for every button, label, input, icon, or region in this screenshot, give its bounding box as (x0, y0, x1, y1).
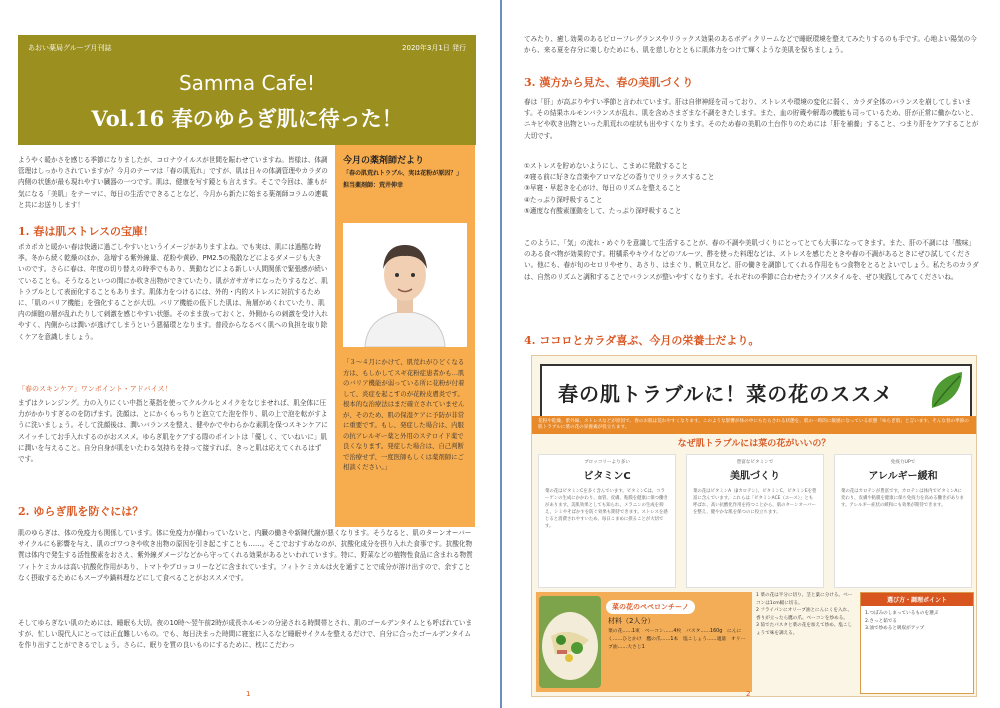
tip-item: ④たっぷり深呼吸すること (524, 195, 603, 204)
point-item: 2.さっと茹でる (865, 618, 897, 624)
column-head: 美肌づくり (730, 471, 780, 482)
section3-body: 春は「肝」が高ぶりやすい季節と言われています。肝は自律神経を司っており、ストレスや環境の変化に弱く、カラダ全体のバランスを崩してしまいます。その結果ホルモンバランスが乱れ、肌を含めさまざまな不調をきたします。また、血の貯蔵や解毒の機能も司っているため、肝が正常に働かないと、ニキビや吹き出物といった肌荒れの症状も出やすくなります。そのため春の美肌の土台作りのためには「肝を補養」すること、つまり肝をケアすることが大切です。 (524, 98, 979, 140)
page-number-1: 1 (246, 690, 251, 698)
pharmacist-column (335, 145, 475, 527)
section2-body: 肌のゆらぎは、体の免疫力も関係しています。体に免疫力が備わっていないと、内臓の働きや新陳代謝が悪くなります。そうなると、肌のターンオーバーサイクルにも影響を与え、肌のゴワつきや吹き出物の原因を引き起こすことも……。そこでおすすめなのが、抗酸化成分を摂り入れた食事です。抗酸化物質は体内で発生する活性酸素をおさえ、紫外線ダメージなどから守ってくれる効果があるといわれています。特に、野菜などの植物性食品に含まれる物質フィトケミカルは高い抗酸化作用があり、トマトやブロッコリーなどに含まれています。フィトケミカルは火を通すことで成分が溶け出すので、余すことなく摂取するためにもスープや鍋料理などにして食べることがおススメです。 (18, 529, 473, 582)
skincare-advice-body: まずはクレンジング。力の入りにくい中指と薬指を使ってクルクルとメイクをなじませれば、肌全体に圧力がかかりすぎるのを防げます。洗顔は、とにかくもっちりと泡立てた泡を作り、肌の上で泡を転がすように洗いましょう。そして洗顔後は、潤いバランスを整え、健やかでやわらかな素肌を保つスキンケアにスイッチしてお手入れするのがおススメ。ゆらぎ肌をケアする際のポイントは「優しく、ていねいに」肌に潤いを与えること。自分自身が肌をいたわる気持ちを持って接すれば、きっと肌は応えてくれるはずです。 (18, 399, 328, 464)
skincare-advice-heading: 「春のスキンケア」ワンポイント・アドバイス！ (18, 385, 172, 393)
why-heading: なぜ肌トラブルには菜の花がいいの？ (677, 439, 831, 449)
recipe-card (536, 592, 752, 692)
column-sub: ブロッコリーより多い (584, 460, 630, 465)
recipe-title: 菜の花のペペロンチーノ (606, 600, 695, 614)
tip-item: ②寝る前に好きな音楽やアロマなどの香りでリラックスすること (524, 173, 715, 182)
infographic-intro: 花粉や乾燥、紫外線、ストレスなどが原因で、春のお肌は荒れやすくなります。このような影響が体の中にもたらされる状態を、肌の一時的に敏感になっている状態「ゆらぎ肌」と言います。そんな春の季節の肌トラブルに菜の花の栄養素が役立ちます。 (532, 416, 976, 434)
recipe-step: 1 菜の花は半分に切り、茎と葉に分ける。ベーコンは1cm幅に切る。 (756, 593, 853, 606)
section2-heading: 2. ゆらぎ肌を防ぐには？ (18, 505, 144, 518)
issue-title: Vol.16 春のゆらぎ肌に待った！ (91, 106, 403, 131)
cooking-points (860, 592, 974, 694)
section3-heading: 3. 漢方から見た、春の美肌づくり (524, 76, 694, 89)
tip-item: ③早寝・早起きを心がけ、毎日のリズムを整えること (524, 184, 682, 193)
magazine-title: Samma Cafe! (178, 71, 316, 95)
column-body: 菜の花はカロテンが豊富です。カロテンは体内でビタミンAに変わり、皮膚や粘膜を健康に保ち免疫力を高める働きがあります。アレルギー症状の緩和にも効果が期待できます。 (841, 489, 964, 508)
continued-text: てみたり、癒し効果のあるピローフレグランスやリラックス効果のあるボディクリームなどで睡眠環境を整えてみたりするのも手です。心地よい陽気の今から、来る夏を存分に楽しむためにも、肌を慈しむとともに肌体力をつけて輝くような美肌を保ちましょう。 (524, 35, 977, 55)
allergy-column (834, 454, 972, 588)
issue-date: 2020年3月1日 発行 (402, 44, 466, 52)
recipe-steps (756, 592, 856, 692)
recipe-step: 2 フライパンにオリーブ油とにんにくを入れ、香りが立ったら鷹の爪、ベーコンを炒める。 (756, 608, 853, 621)
recipe-ingredients: 菜の花……1束 ベーコン……4枚 パスタ……160g にんにく……ひとかけ 鷹の爪……1本 塩こしょう……適量 オリーブ油……大さじ1 (608, 629, 746, 650)
section3-body-2: このように、「気」の流れ・めぐりを意識して生活することが、春の不調や美肌づくりにとってとても大事になってきます。また、肝の不調には「酸味」のある食べ物が効果的です。柑橘系やキウイなどのフルーツ、酢を使った料理などは、ストレスを感じたときや春の不調があるときにぜひ試してください。他にも、春が旬のセロリやせり、あさり、はまぐり、帆立貝など、肝の働きを調節してくれる作用をもつ食物をとるとよいでしょう。私たちのカラダは、自然のリズムと調和することでバランスが整いやすくなります。それぞれの季節に合わせたライフスタイルを、ぜひ実践してみてくださいね。 (524, 239, 979, 281)
tip-item: ①ストレスを貯めないようにし、こまめに発散すること (524, 162, 688, 170)
pharmacist-name: 担当薬剤師：荒井伸幸 (343, 182, 404, 189)
column-head: ビタミンC (583, 471, 631, 482)
pasta-photo (539, 596, 601, 688)
tips-list (524, 161, 979, 217)
section4-heading: 4. ココロとカラダ喜ぶ、今月の栄養士だより。 (524, 334, 760, 347)
infographic-title: 春の肌トラブルに！菜の花のススメ (558, 382, 894, 406)
page-number-2: 2 (746, 690, 751, 698)
point-item: 3.油で炒めると吸収がアップ (865, 626, 925, 631)
intro-text: ようやく暖かさを感じる季節になりましたが、コロナウイルスが世間を賑わせていますね。皆様は、体調管理はしっかりされていますか？今月のテーマは「春の肌荒れ」ですが、肌は日々の体調管理やカラダの内側の状態が最も現れやすい臓器の一つです。肌は、健康を写す鏡とも言えます。そこで今回は、誰もが気になる「美肌」をテーマに、毎日の生活でできることなど、今月から新たに始まる薬剤師コラムの連載と共にお送りします！ (18, 156, 328, 209)
beauty-skin-column (686, 454, 824, 588)
vitamin-c-column (538, 454, 676, 588)
pharmacist-column-question: 「春の肌荒れトラブル、実は花粉が原因？」 (343, 170, 463, 177)
column-sub: 免疫力UPで (890, 460, 916, 465)
column-body: 菜の花はビタミンA（βカロテン）、ビタミンC、ビタミンEを豊富に含んでいます。これらは「ビタミンACE（エース）」とも呼ばれ、高い抗酸化作用を持つことから、肌のターンオーバーを整え、健やかな肌を保つのに役立ちます。 (693, 489, 817, 515)
pharmacist-column-body: 「３～４月にかけて、肌荒れがひどくなる方は、もしかしてスギ花粉症患者かも…肌のバリア機能が弱っている所に花粉が付着して、炎症を起こすのが花粉皮膚炎です。根本的な治療法はまだ確立されていませんが、そのため、肌の保湿ケアに予防が非常に重要です。もし、発症した場合は、内服の抗アレルギー薬と外用のステロイド薬で良くなります。発症した場合は、自己判断で治療せず、一度医師もしくは薬剤師にご相談ください。」 (343, 358, 465, 471)
masthead (18, 35, 476, 145)
page-2 (502, 0, 1000, 708)
publisher: あおい薬局グループ月刊誌 (28, 44, 112, 52)
section1-body: ポカポカと暖かい春は快適に過ごしやすいというイメージがありますよね。でも実は、肌には過酷な時季。冬から続く乾燥のほか、急増する紫外線量、花粉や黄砂、PM2.5の飛散などによるダメージも大きいのです。さらに春は、年度の切り替えの時季でもあり、異動などによる新しい人間関係で緊張感が続いていることも。そうなるといつの間にか吹き出物ができていたり、肌がガサガサになったりするなど、肌トラブルとして表面化することもあります。肌体力をつけるには、外的・内的ストレスに対抗するために、「肌のバリア機能」を強化することが大切。バリア機能の低下した肌は、角層がめくれていたり、肌内の細胞の層が乱れたりして刺激を感じやすい状態。そのまま放っておくと、外側からの刺激を受け入れやすく、内側からは潤いが逃げてしまうという悪循環となります。普段からなるべく肌への負担を取り除くケアを意識しましょう。 (18, 243, 328, 341)
column-sub: 豊富なビタミンで (736, 460, 774, 465)
section1-heading: 1. 春は肌ストレスの宝庫！ (18, 225, 154, 238)
column-head: アレルギー緩和 (868, 471, 938, 482)
points-title: 選び方・調理ポイント (861, 593, 973, 606)
tip-item: ⑤適度な有酸素運動をして、たっぷり深呼吸すること (524, 206, 682, 215)
nanohana-infographic (531, 355, 977, 697)
column-body: 菜の花はビタミンCを多く含んでいます。ビタミンCは、コラーゲンの生成にかかわり、血管、皮膚、粘膜を健康に保つ働きがあります。美肌効果としても知られ、メラニンの生成を抑え、シミやそばかすを防ぐ効果も期待できます。ストレスを感じると消費されやすいため、毎日こまめに摂ることが大切です。 (545, 489, 668, 529)
point-item: 1.つぼみのしまっているものを選ぶ (865, 611, 939, 616)
leaf-icon (926, 368, 966, 412)
infographic-header (540, 364, 972, 418)
recipe-step: 3 茹でたパスタと菜の花を加えて炒め、塩こしょうで味を調える。 (756, 623, 853, 636)
section2-body-2: そしてゆらぎない肌のためには、睡眠も大切。夜の10時〜翌午前2時が成長ホルモンの分泌される時間帯とされ、肌のゴールデンタイムとも呼ばれていますが、忙しい現代人にとっては正直難しいもの。でも、毎日決まった時間に寝室に入るなど睡眠サイクルを整えるだけで、自分に合ったゴールデンタイムを作り出すことができるでしょう。さらに、眠りを質の良いものにするために、枕にこだわっ (18, 619, 473, 650)
pharmacist-portrait (343, 223, 467, 347)
pharmacist-column-title: 今月の薬剤師だより (343, 156, 425, 166)
recipe-materials-label: 材料（2人分） (608, 617, 655, 625)
